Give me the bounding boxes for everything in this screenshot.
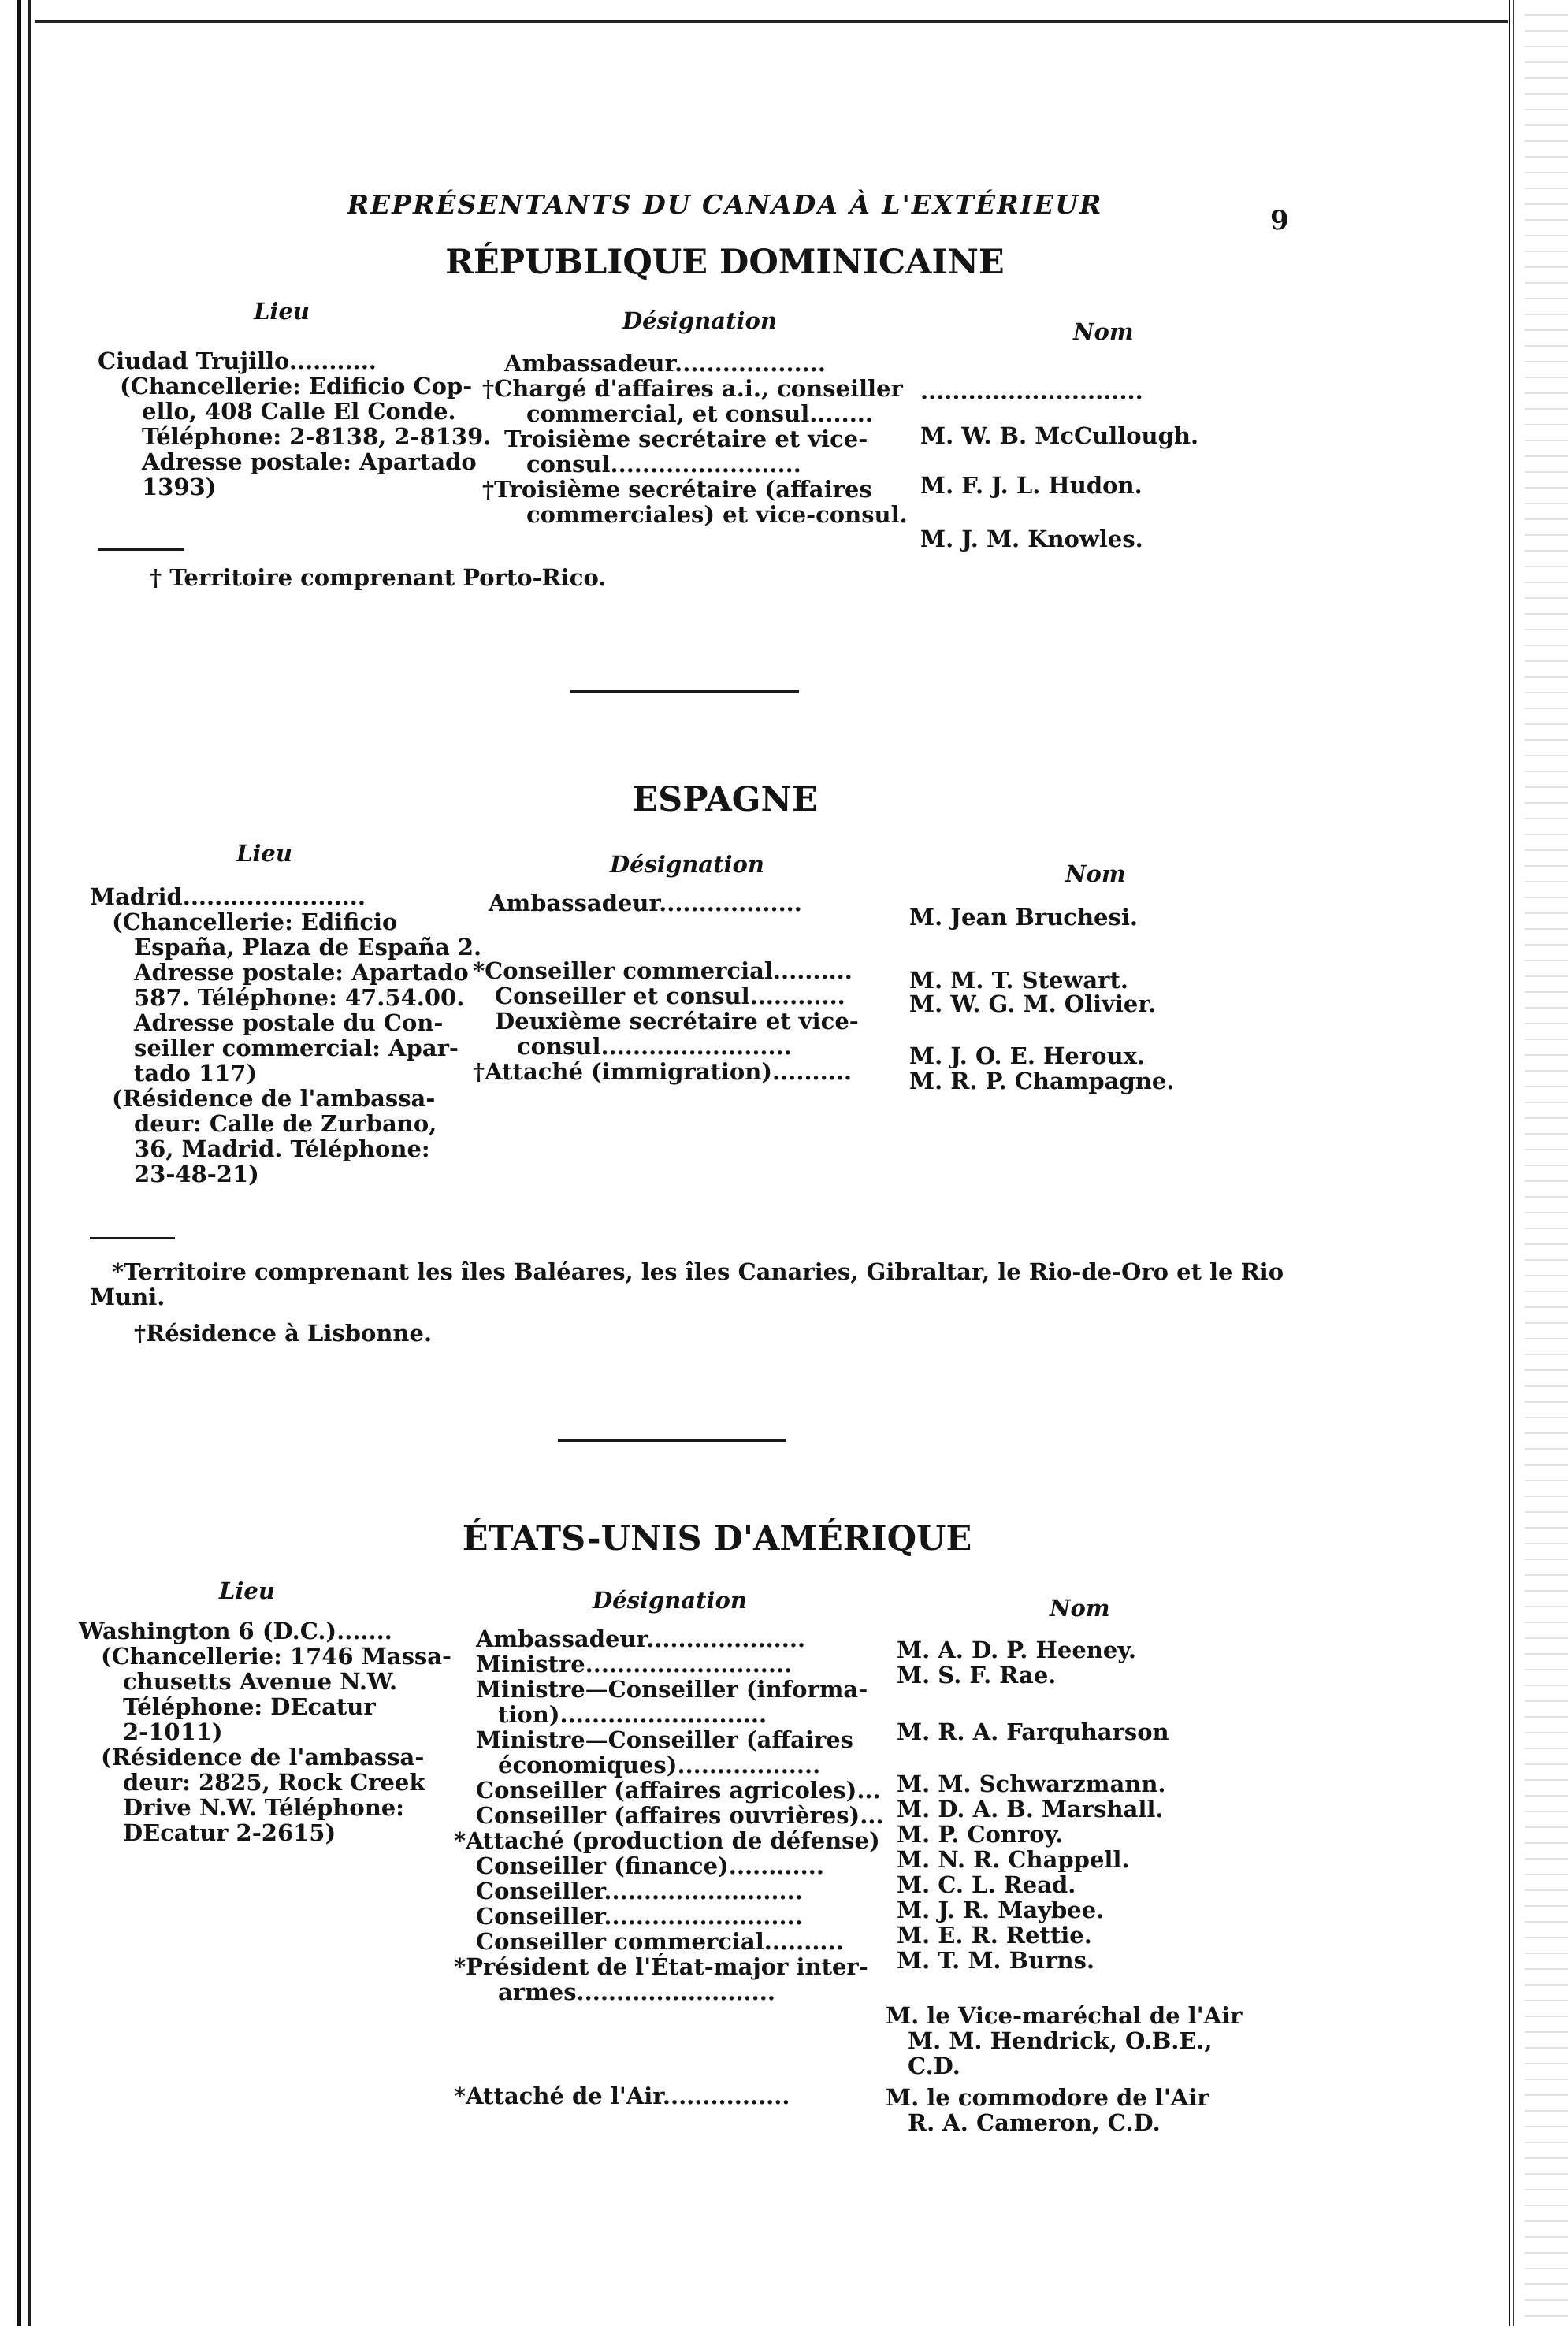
designation-line: *Conseiller commercial..........	[473, 957, 853, 984]
nom-line: M. W. G. M. Olivier.	[909, 990, 1157, 1017]
column-header-designation: Désignation	[593, 1587, 747, 1614]
footnote: †Résidence à Lisbonne.	[134, 1320, 433, 1347]
column-header-nom: Nom	[1065, 860, 1126, 887]
lieu-line: (Résidence de l'ambassa-	[101, 1744, 425, 1771]
designation-line: Deuxième secrétaire et vice-	[495, 1008, 859, 1035]
footnote: *Territoire comprenant les îles Baléares, les îles Canaries, Gibraltar, le Rio-de-Oro et le Rio	[112, 1258, 1284, 1285]
lieu-line: Washington 6 (D.C.).......	[79, 1618, 392, 1644]
lieu-line: Adresse postale: Apartado	[142, 448, 477, 475]
lieu-line: 587. Téléphone: 47.54.00.	[134, 984, 465, 1011]
designation-line: Conseiller (finance)............	[476, 1852, 824, 1879]
designation-line: *Attaché de l'Air................	[454, 2083, 790, 2109]
nom-line: M. le commodore de l'Air	[886, 2084, 1209, 2111]
page-number: 9	[1270, 205, 1289, 236]
designation-line: armes.........................	[498, 1979, 775, 2005]
lieu-block	[90, 884, 481, 1187]
lieu-block	[79, 1618, 451, 1845]
nom-line: M. A. D. P. Heeney.	[897, 1637, 1136, 1663]
footnote-rule	[90, 1237, 175, 1239]
nom-line: R. A. Cameron, C.D.	[908, 2109, 1161, 2136]
lieu-line: Madrid.......................	[90, 883, 366, 910]
section-title-dominican-republic: RÉPUBLIQUE DOMINICAINE	[445, 243, 1005, 282]
designation-line: †Attaché (immigration)..........	[473, 1058, 853, 1085]
column-header-lieu: Lieu	[219, 1577, 275, 1604]
scan-border-right	[1509, 0, 1515, 2326]
lieu-line: (Chancellerie: 1746 Massa-	[101, 1643, 452, 1670]
designation-line: commercial, et consul........	[526, 400, 873, 427]
designation-line: Ambassadeur....................	[476, 1626, 806, 1652]
designation-line: Ambassadeur...................	[504, 350, 826, 377]
nom-line: M. le Vice-maréchal de l'Air	[886, 2002, 1243, 2029]
designation-line: consul........................	[526, 451, 801, 477]
lieu-line: chusetts Avenue N.W.	[123, 1668, 398, 1695]
nom-line: M. T. M. Burns.	[897, 1947, 1095, 1974]
designation-line: Conseiller et consul............	[495, 983, 845, 1009]
designation-line: †Chargé d'affaires a.i., conseiller	[482, 375, 903, 402]
nom-line: M. J. R. Maybee.	[897, 1897, 1105, 1923]
designation-line: Troisième secrétaire et vice-	[504, 425, 868, 452]
nom-block	[886, 2085, 1209, 2135]
nom-line: M. Jean Bruchesi.	[909, 904, 1138, 931]
column-header-lieu: Lieu	[236, 840, 292, 867]
nom-line: M. J. M. Knowles.	[920, 526, 1143, 552]
lieu-line: seiller commercial: Apar-	[134, 1035, 459, 1061]
designation-line: Conseiller.........................	[476, 1903, 803, 1930]
nom-line: M. M. Hendrick, O.B.E.,	[908, 2027, 1213, 2054]
footnote: Muni.	[90, 1284, 165, 1310]
designation-line: Ministre..........................	[476, 1651, 793, 1678]
designation-line: Conseiller.........................	[476, 1878, 803, 1904]
designation-block	[482, 351, 908, 527]
nom-line: ............................	[920, 377, 1143, 404]
column-header-lieu: Lieu	[254, 298, 310, 325]
nom-block	[886, 2003, 1242, 2079]
lieu-block	[98, 348, 491, 500]
nom-line: C.D.	[908, 2053, 960, 2079]
lieu-line: Téléphone: DEcatur	[123, 1693, 376, 1720]
section-title-united-states: ÉTATS-UNIS D'AMÉRIQUE	[462, 1519, 972, 1559]
nom-line: M. C. L. Read.	[897, 1871, 1076, 1898]
scan-edge-right	[1525, 0, 1568, 2326]
designation-line: commerciales) et vice-consul.	[526, 501, 908, 528]
designation-line: Ministre—Conseiller (affaires	[476, 1726, 854, 1753]
running-head: REPRÉSENTANTS DU CANADA À L'EXTÉRIEUR	[347, 189, 1103, 220]
nom-line: M. R. P. Champagne.	[909, 1068, 1175, 1094]
lieu-line: 23-48-21)	[134, 1161, 259, 1187]
designation-line: †Troisième secrétaire (affaires	[482, 476, 872, 503]
designation-line: consul........................	[517, 1033, 792, 1060]
nom-line: M. M. T. Stewart.	[909, 967, 1128, 994]
footnote: † Territoire comprenant Porto-Rico.	[150, 564, 607, 591]
section-divider	[558, 1439, 786, 1442]
lieu-line: Drive N.W. Téléphone:	[123, 1794, 404, 1821]
nom-line: M. J. O. E. Heroux.	[909, 1042, 1145, 1069]
section-divider	[570, 690, 799, 693]
lieu-line: 2-1011)	[123, 1718, 223, 1745]
lieu-line: deur: 2825, Rock Creek	[123, 1769, 425, 1796]
lieu-line: DEcatur 2-2615)	[123, 1819, 336, 1846]
scan-border-left	[17, 0, 35, 2326]
lieu-line: Adresse postale: Apartado	[134, 959, 469, 986]
designation-line: *Président de l'État-major inter-	[454, 1953, 868, 1980]
lieu-line: (Résidence de l'ambassa-	[112, 1085, 436, 1112]
lieu-line: 36, Madrid. Téléphone:	[134, 1135, 430, 1162]
lieu-line: tado 117)	[134, 1060, 258, 1087]
column-header-nom: Nom	[1050, 1595, 1110, 1622]
lieu-line: deur: Calle de Zurbano,	[134, 1110, 437, 1137]
lieu-line: Adresse postale du Con-	[134, 1009, 444, 1036]
designation-line: économiques)..................	[498, 1752, 821, 1778]
designation-block	[454, 1626, 884, 2005]
designation-block	[473, 958, 859, 1084]
column-header-designation: Désignation	[610, 851, 764, 878]
designation-line: Conseiller (affaires ouvrières)...	[476, 1802, 884, 1829]
designation-line: Conseiller commercial..........	[476, 1928, 844, 1955]
lieu-line: España, Plaza de España 2.	[134, 934, 482, 960]
column-header-nom: Nom	[1073, 318, 1134, 345]
designation-line: *Attaché (production de défense)	[454, 1827, 880, 1854]
nom-line: M. R. A. Farquharson	[897, 1718, 1169, 1745]
nom-line: M. F. J. L. Hudon.	[920, 472, 1143, 499]
nom-line: M. M. Schwarzmann.	[897, 1771, 1166, 1797]
designation-line: Conseiller (affaires agricoles)...	[476, 1777, 881, 1804]
column-header-designation: Désignation	[622, 307, 777, 334]
designation-line: Ambassadeur..................	[489, 890, 802, 916]
footnote-block	[90, 1259, 1284, 1346]
nom-line: M. E. R. Rettie.	[897, 1922, 1092, 1949]
footnote-rule	[98, 548, 184, 551]
nom-line: M. S. F. Rae.	[897, 1662, 1057, 1689]
lieu-line: (Chancellerie: Edificio	[112, 908, 398, 935]
lieu-line: ello, 408 Calle El Conde.	[142, 398, 456, 425]
section-title-spain: ESPAGNE	[632, 780, 818, 819]
lieu-line: 1393)	[142, 474, 217, 500]
lieu-line: (Chancellerie: Edificio Cop-	[120, 373, 473, 399]
nom-line: M. N. R. Chappell.	[897, 1846, 1130, 1873]
designation-line: Ministre—Conseiller (informa-	[476, 1676, 868, 1703]
nom-line: M. D. A. B. Marshall.	[897, 1796, 1164, 1823]
nom-line: M. W. B. McCullough.	[920, 422, 1199, 449]
lieu-line: Ciudad Trujillo...........	[98, 347, 377, 374]
scan-border-top	[35, 20, 1508, 23]
nom-line: M. P. Conroy.	[897, 1821, 1064, 1848]
designation-line: tion)..........................	[498, 1701, 767, 1728]
lieu-line: Téléphone: 2-8138, 2-8139.	[142, 423, 492, 450]
